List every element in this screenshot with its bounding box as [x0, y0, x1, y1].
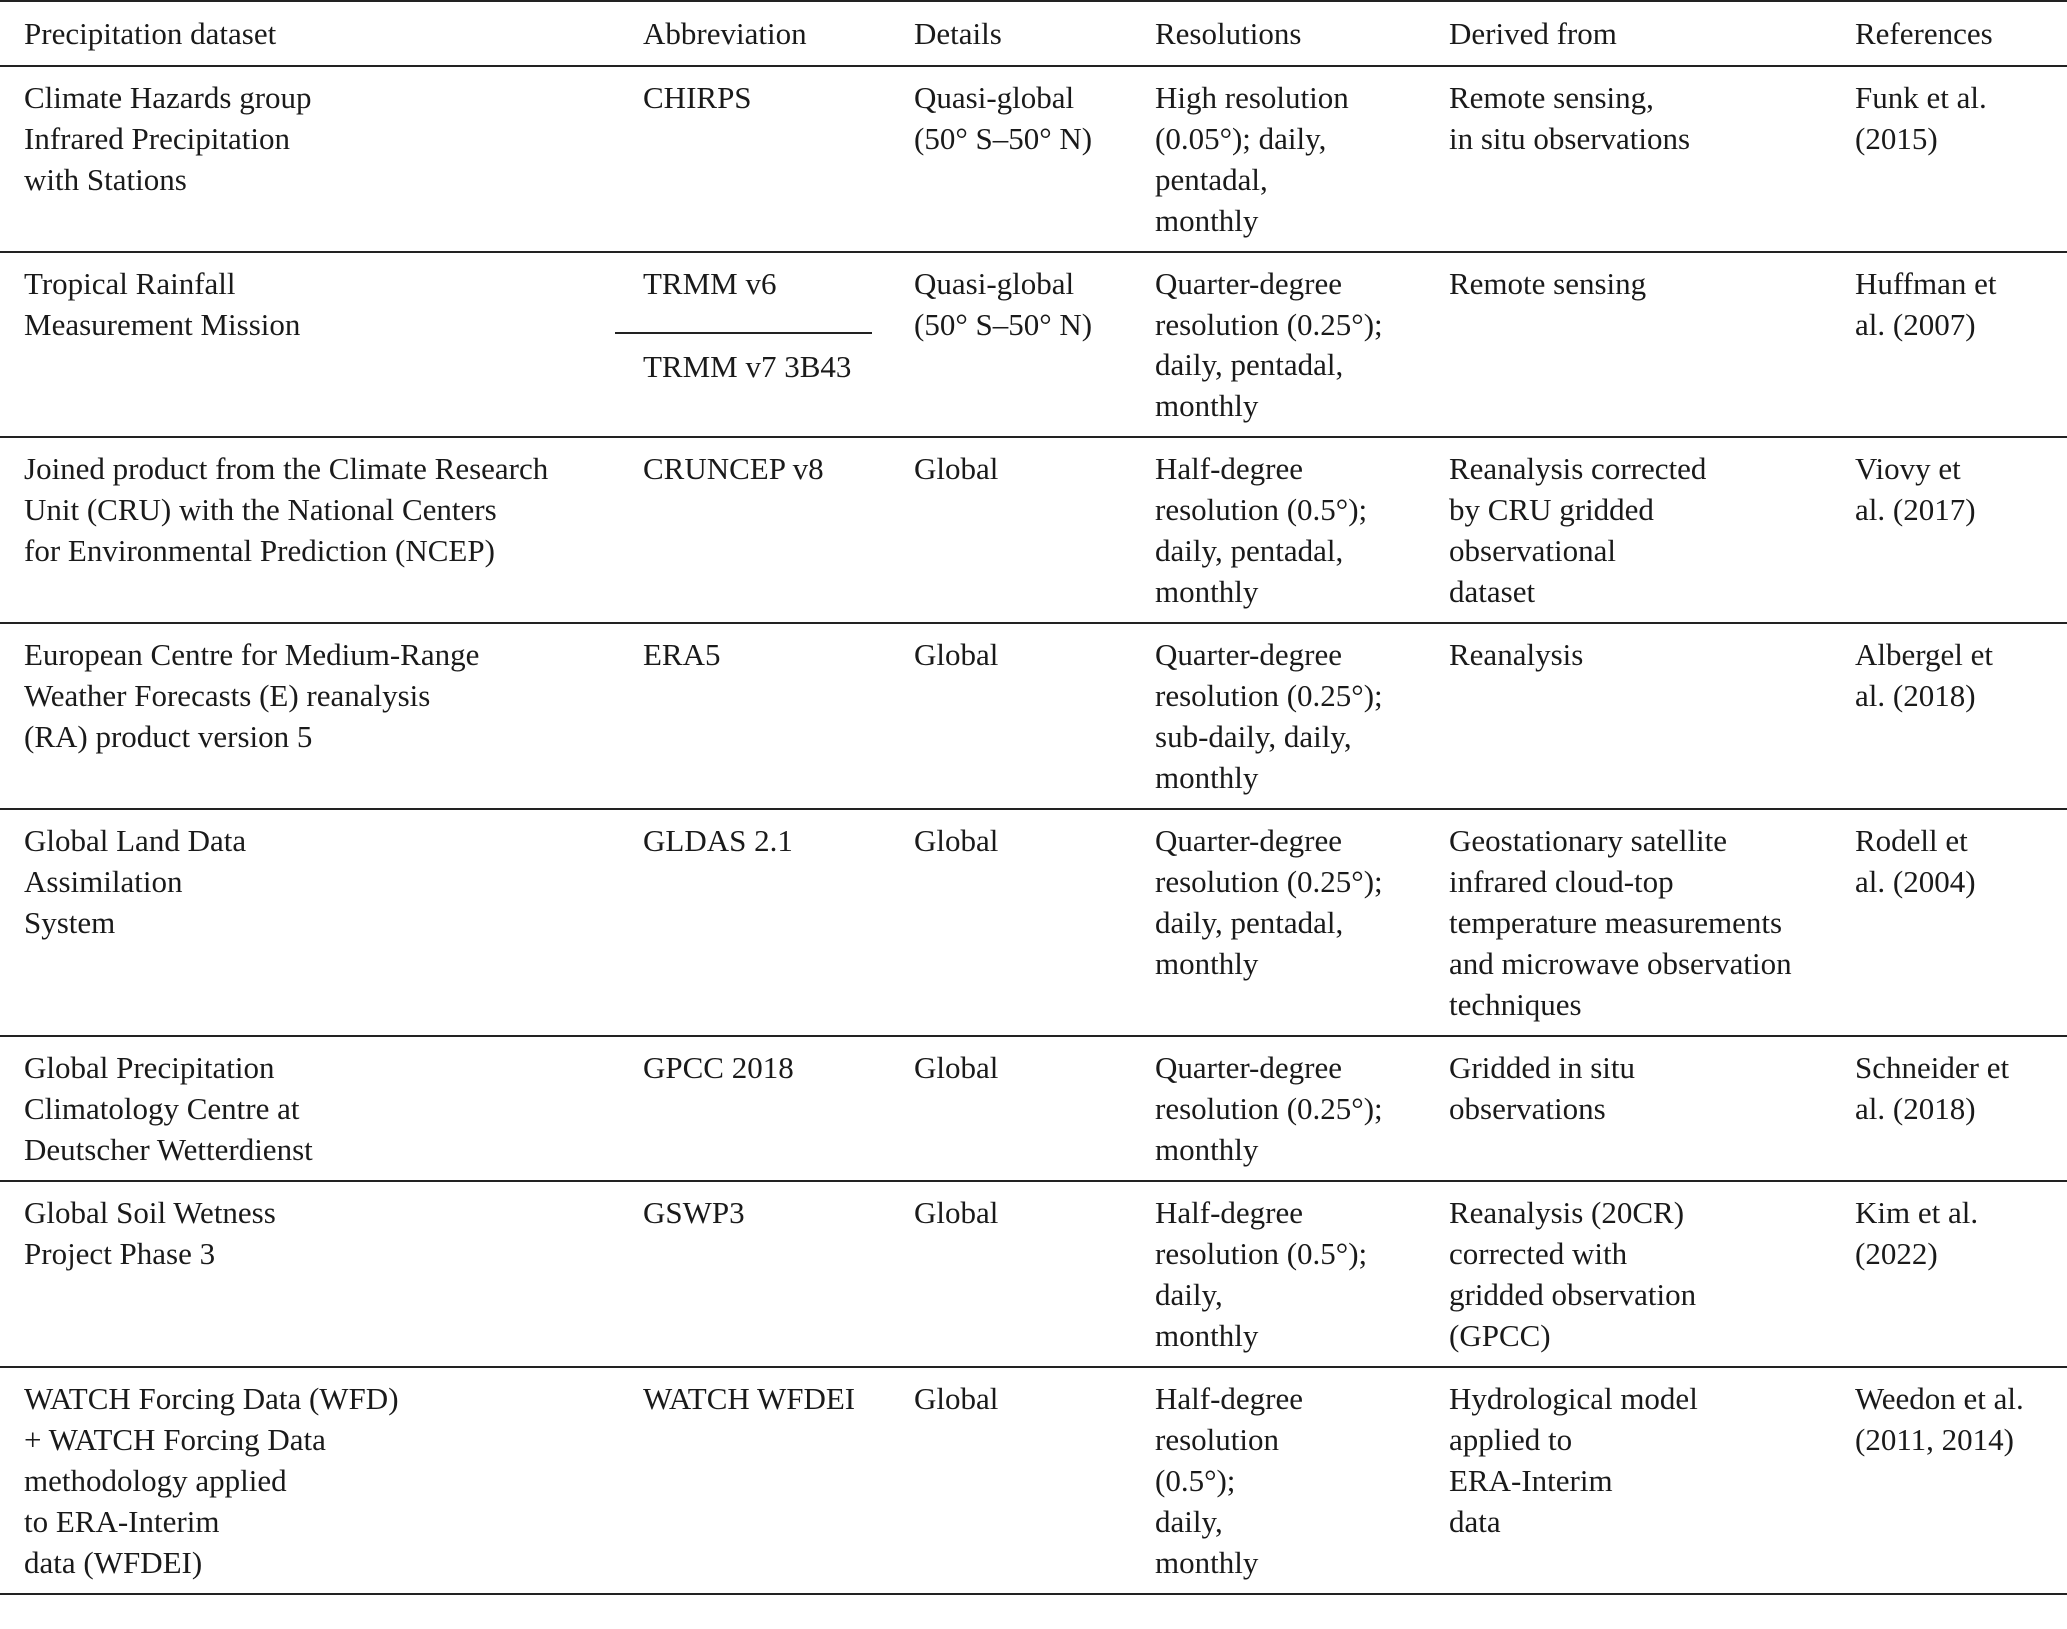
- cell-dataset: European Centre for Medium-Range Weather Forecasts (E) reanalysis (RA) product version 5: [24, 637, 480, 754]
- cell-derived-from: Reanalysis: [1449, 637, 1584, 672]
- cell-dataset: Climate Hazards group Infrared Precipitation with Stations: [24, 80, 312, 197]
- cell-derived-from: Hydrological model applied to ERA-Interim data: [1449, 1381, 1698, 1539]
- cell-details: Global: [914, 1050, 999, 1085]
- cell-references: Kim et al. (2022): [1855, 1195, 1979, 1271]
- header-abbreviation: Abbreviation: [643, 16, 807, 51]
- cell-resolutions: Quarter-degree resolution (0.25°); sub-daily, daily, monthly: [1155, 637, 1383, 795]
- cell-references: Viovy et al. (2017): [1855, 451, 1976, 527]
- cell-abbreviation: [615, 252, 890, 437]
- cell-references: Funk et al. (2015): [1855, 80, 1987, 156]
- table-row: [0, 809, 2067, 1036]
- cell-derived-from: Reanalysis corrected by CRU gridded observational dataset: [1449, 451, 1707, 609]
- cell-resolutions: Half-degree resolution (0.5°); daily, pentadal, monthly: [1155, 451, 1368, 609]
- cell-dataset: Global Land Data Assimilation System: [24, 823, 247, 940]
- cell-details: Global: [914, 823, 999, 858]
- cell-abbreviation-v7: TRMM v7 3B43: [643, 349, 852, 384]
- header-row: [0, 1, 2067, 66]
- cell-abbreviation-v6: TRMM v6: [643, 266, 777, 301]
- table-row: [0, 1181, 2067, 1367]
- header-dataset: Precipitation dataset: [24, 16, 277, 51]
- table-row: [0, 623, 2067, 809]
- cell-dataset: Tropical Rainfall Measurement Mission: [24, 266, 301, 342]
- cell-abbreviation: ERA5: [643, 637, 721, 672]
- table-row: [0, 437, 2067, 623]
- table-row: [0, 66, 2067, 252]
- header-resolutions: Resolutions: [1155, 16, 1302, 51]
- cell-details: Global: [914, 1381, 999, 1416]
- header-references: References: [1855, 16, 1993, 51]
- cell-resolutions: [1130, 252, 1424, 437]
- cell-derived-from: Reanalysis (20CR) corrected with gridded observation (GPCC): [1449, 1195, 1697, 1353]
- cell-derived-from: Remote sensing, in situ observations: [1449, 80, 1691, 156]
- cell-abbreviation: CHIRPS: [643, 80, 752, 115]
- cell-details: Quasi-global (50° S–50° N): [914, 80, 1093, 156]
- cell-abbreviation: GSWP3: [643, 1195, 745, 1230]
- cell-references: Rodell et al. (2004): [1855, 823, 1976, 899]
- cell-abbreviation: GPCC 2018: [643, 1050, 794, 1085]
- cell-abbreviation: GLDAS 2.1: [643, 823, 793, 858]
- cell-details: Quasi-global (50° S–50° N): [914, 266, 1093, 342]
- cell-resolutions-part-1: Quarter-degree resolution (0.25°);: [1155, 266, 1383, 342]
- header-derived-from: Derived from: [1449, 16, 1617, 51]
- cell-resolutions: Half-degree resolution (0.5°); daily, monthly: [1155, 1195, 1368, 1353]
- cell-dataset: Joined product from the Climate Research Unit (CRU) with the National Centers for Environmental Prediction (NCEP): [24, 451, 549, 568]
- cell-details: Global: [914, 451, 999, 486]
- cell-derived-from: Remote sensing: [1449, 266, 1647, 301]
- cell-derived-from: Geostationary satellite infrared cloud-top temperature measurements and microwave observation techniques: [1449, 823, 1792, 1022]
- cell-details: Global: [914, 637, 999, 672]
- cell-abbreviation: CRUNCEP v8: [643, 451, 824, 486]
- cell-resolutions: Quarter-degree resolution (0.25°); monthly: [1155, 1050, 1383, 1167]
- cell-references: Huffman et al. (2007): [1855, 266, 1997, 342]
- header-details: Details: [914, 16, 1002, 51]
- table-row: [0, 1367, 2067, 1594]
- table-row: [0, 1036, 2067, 1181]
- cell-dataset: Global Soil Wetness Project Phase 3: [24, 1195, 276, 1271]
- cell-details: Global: [914, 1195, 999, 1230]
- cell-references: Albergel et al. (2018): [1855, 637, 1994, 713]
- cell-dataset: Global Precipitation Climatology Centre at Deutscher Wetterdienst: [24, 1050, 313, 1167]
- table-row: [0, 252, 2067, 437]
- cell-resolutions: Quarter-degree resolution (0.25°); daily, pentadal, monthly: [1155, 823, 1383, 981]
- cell-resolutions-part-2: daily, pentadal, monthly: [1155, 347, 1344, 423]
- cell-references: Schneider et al. (2018): [1855, 1050, 2010, 1126]
- cell-resolutions: High resolution (0.05°); daily, pentadal, monthly: [1155, 80, 1349, 238]
- cell-derived-from: Gridded in situ observations: [1449, 1050, 1635, 1126]
- cell-dataset: WATCH Forcing Data (WFD) + WATCH Forcing Data methodology applied to ERA-Interim data (WFDEI): [24, 1381, 399, 1580]
- cell-abbreviation: WATCH WFDEI: [643, 1381, 856, 1416]
- cell-references: Weedon et al. (2011, 2014): [1855, 1381, 2024, 1457]
- cell-resolutions: Half-degree resolution (0.5°); daily, monthly: [1155, 1381, 1304, 1580]
